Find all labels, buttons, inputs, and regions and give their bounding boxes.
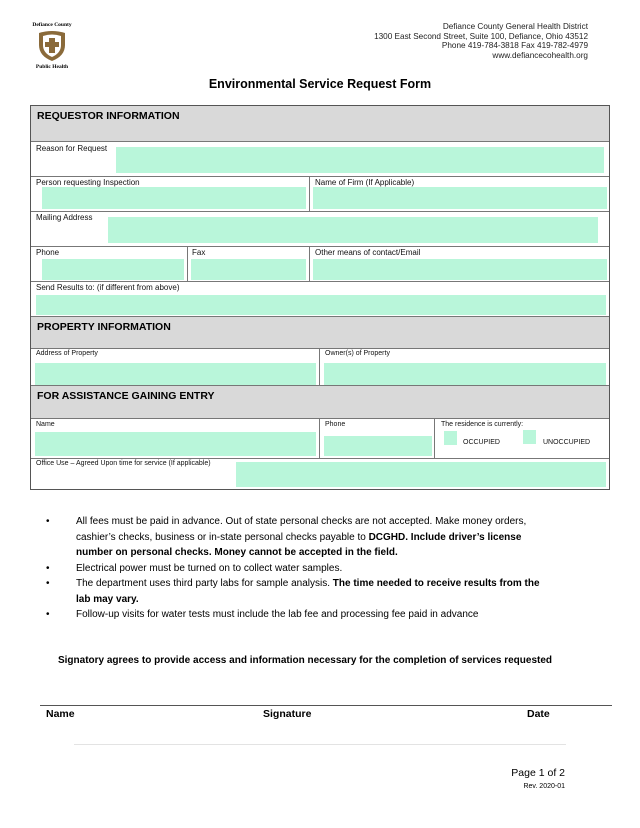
signature-divider bbox=[40, 705, 612, 706]
section-requestor-information: REQUESTOR INFORMATION bbox=[31, 106, 609, 142]
signatory-statement: Signatory agrees to provide access and information necessary for the completion of services requested bbox=[57, 655, 553, 666]
section-property-information: PROPERTY INFORMATION bbox=[31, 317, 609, 349]
occupied-label: OCCUPIED bbox=[463, 439, 500, 446]
entry-phone-field[interactable] bbox=[324, 436, 432, 456]
bullet-text bbox=[76, 530, 566, 546]
fax-label: Fax bbox=[192, 248, 206, 257]
address-line: Phone 419-784-3818 Fax 419-782-4979 bbox=[441, 41, 588, 51]
list-item bbox=[46, 607, 566, 623]
residence-label: The residence is currently: bbox=[441, 421, 524, 428]
bullet-text-bold: The time needed to receive results from the bbox=[332, 578, 540, 589]
bullet-text: Follow-up visits for water tests must include the lab fee and processing fee paid in advance bbox=[76, 609, 479, 620]
row-mailing bbox=[31, 212, 609, 247]
row-property bbox=[31, 349, 609, 386]
mailing-field[interactable] bbox=[108, 217, 598, 243]
other-contact-field[interactable] bbox=[313, 259, 607, 280]
row-reason bbox=[31, 142, 609, 177]
owners-label: Owner(s) of Property bbox=[325, 350, 390, 357]
residence-cell bbox=[435, 419, 609, 458]
logo-top-text: Defiance County bbox=[32, 22, 72, 28]
bullet-icon: • bbox=[46, 562, 50, 574]
page-title: Environmental Service Request Form bbox=[208, 77, 432, 91]
phone-label: Phone bbox=[36, 248, 60, 257]
reason-label: Reason for Request bbox=[36, 144, 108, 153]
entry-name-field[interactable] bbox=[35, 432, 316, 456]
row-phone-fax bbox=[31, 247, 609, 282]
shield-cross-icon bbox=[35, 29, 69, 63]
row-entry bbox=[31, 419, 609, 459]
bullet-text-plain: cashier’s checks, business or in-state personal checks payable to bbox=[76, 531, 369, 543]
phone-field[interactable] bbox=[42, 259, 184, 280]
bullet-text bbox=[76, 576, 566, 592]
bullet-text: All fees must be paid in advance. Out of state personal checks are not accepted. Make money orders, bbox=[76, 516, 527, 527]
unoccupied-checkbox[interactable] bbox=[523, 430, 536, 444]
request-form bbox=[30, 105, 610, 490]
row-office-use bbox=[31, 459, 609, 489]
bullet-text: Electrical power must be turned on to collect water samples. bbox=[76, 562, 343, 574]
reason-field[interactable] bbox=[116, 147, 604, 173]
bullet-text-bold: number on personal checks. Money cannot be accepted in the field. bbox=[76, 547, 398, 558]
logo-bottom-text: Public Health bbox=[35, 64, 69, 70]
row-person-firm bbox=[31, 177, 609, 212]
property-address-field[interactable] bbox=[35, 363, 316, 385]
signature-date-label: Date bbox=[527, 708, 550, 720]
fee-policy-list bbox=[46, 514, 566, 623]
agency-address bbox=[374, 22, 588, 61]
fax-field[interactable] bbox=[191, 259, 306, 280]
fax-cell bbox=[188, 247, 310, 281]
list-item bbox=[46, 576, 566, 607]
property-address-cell bbox=[31, 349, 320, 385]
bullet-text-plain: The department uses third party labs for sample analysis. bbox=[76, 578, 333, 589]
signature-signature-label: Signature bbox=[263, 708, 312, 720]
phone-cell bbox=[31, 247, 188, 281]
send-results-label: Send Results to: (if different from above) bbox=[36, 283, 180, 292]
bullet-icon: • bbox=[46, 578, 50, 589]
row-send-results bbox=[31, 282, 609, 317]
occupied-checkbox[interactable] bbox=[444, 431, 457, 445]
entry-phone-label: Phone bbox=[325, 421, 346, 428]
bullet-text-bold: DCGHD. Include driver’s license bbox=[368, 531, 522, 543]
other-contact-label: Other means of contact/Email bbox=[315, 248, 421, 257]
bullet-icon: • bbox=[46, 516, 50, 527]
bullet-icon: • bbox=[46, 609, 50, 620]
bullet-text-bold: lab may vary. bbox=[76, 593, 139, 605]
office-use-field[interactable] bbox=[236, 462, 606, 487]
owners-cell bbox=[320, 349, 609, 385]
logo bbox=[28, 22, 76, 70]
address-line: www.defiancecohealth.org bbox=[492, 51, 588, 61]
unoccupied-label: UNOCCUPIED bbox=[543, 439, 591, 446]
section-assistance-gaining-entry: FOR ASSISTANCE GAINING ENTRY bbox=[31, 386, 609, 419]
list-item bbox=[46, 561, 566, 577]
person-cell bbox=[31, 177, 310, 211]
entry-phone-cell bbox=[320, 419, 435, 458]
firm-cell bbox=[310, 177, 609, 211]
firm-label: Name of Firm (If Applicable) bbox=[315, 178, 415, 187]
firm-field[interactable] bbox=[313, 187, 607, 209]
revision-label: Rev. 2020-01 bbox=[523, 783, 565, 790]
list-item bbox=[46, 514, 566, 561]
office-use-label: Office Use – Agreed Upon time for service (If applicable) bbox=[36, 460, 211, 467]
page-number: Page 1 of 2 bbox=[511, 767, 565, 779]
entry-name-cell bbox=[31, 419, 320, 458]
send-results-field[interactable] bbox=[36, 295, 606, 315]
mailing-label: Mailing Address bbox=[36, 213, 93, 222]
person-field[interactable] bbox=[42, 187, 306, 209]
property-address-label: Address of Property bbox=[36, 350, 98, 357]
address-line: 1300 East Second Street, Suite 100, Defiance, Ohio 43512 bbox=[374, 31, 588, 41]
signature-name-label: Name bbox=[46, 708, 75, 720]
signature-line[interactable] bbox=[74, 744, 566, 745]
address-line: Defiance County General Health District bbox=[442, 22, 588, 31]
person-label: Person requesting Inspection bbox=[36, 178, 140, 187]
other-contact-cell bbox=[310, 247, 609, 281]
owners-field[interactable] bbox=[324, 363, 606, 385]
entry-name-label: Name bbox=[36, 421, 55, 428]
